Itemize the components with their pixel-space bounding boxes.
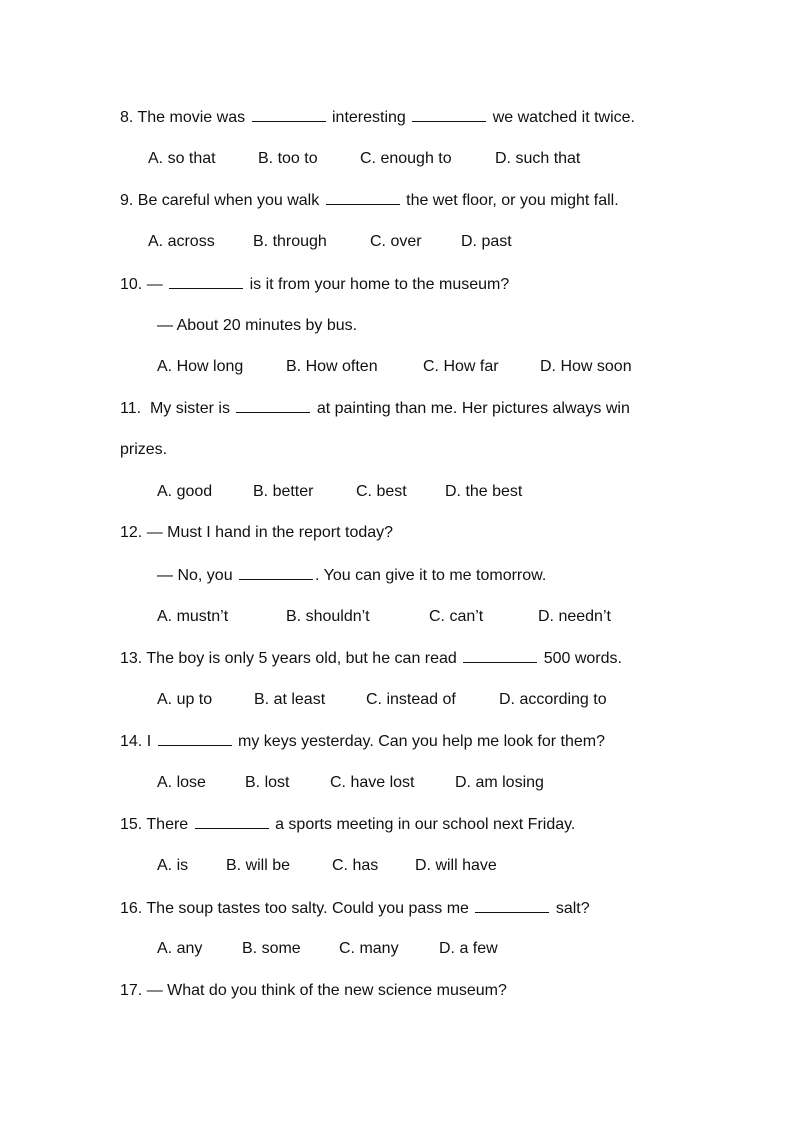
option-a[interactable]: A. How long xyxy=(157,358,244,375)
option-a[interactable]: A. any xyxy=(157,940,203,957)
option-b[interactable]: B. through xyxy=(253,233,327,250)
question-14-text: 14. I xyxy=(120,733,156,750)
question-9-text: 9. Be careful when you walk xyxy=(120,192,324,209)
question-12: 12. — Must I hand in the report today? xyxy=(120,524,394,541)
answer-blank xyxy=(475,897,549,913)
question-11-options xyxy=(157,481,522,503)
question-13-text: 13. The boy is only 5 years old, but he can read xyxy=(120,650,462,667)
question-11-text: 11. My sister is xyxy=(120,400,235,417)
option-c[interactable]: C. over xyxy=(370,233,422,250)
option-b[interactable]: B. shouldn’t xyxy=(286,608,370,625)
answer-blank xyxy=(158,730,232,746)
option-b[interactable]: B. lost xyxy=(245,774,290,791)
question-15-text: a sports meeting in our school next Friday. xyxy=(270,816,576,833)
question-10-options xyxy=(157,356,632,378)
question-15-options xyxy=(157,855,497,877)
option-b[interactable]: B. some xyxy=(242,940,301,957)
option-c[interactable]: C. instead of xyxy=(366,691,456,708)
question-8-text: 8. The movie was xyxy=(120,109,250,126)
option-a[interactable]: A. so that xyxy=(148,150,216,167)
option-a[interactable]: A. mustn’t xyxy=(157,608,229,625)
question-11-text: at painting than me. Her pictures always win xyxy=(312,400,630,417)
question-12-reply-text: — No, you xyxy=(157,567,238,584)
question-15 xyxy=(120,813,575,835)
question-12-options xyxy=(157,606,611,628)
answer-blank xyxy=(195,813,269,829)
question-13-options xyxy=(157,689,607,711)
question-14-options xyxy=(157,772,544,794)
option-d[interactable]: D. such that xyxy=(495,150,581,167)
option-b[interactable]: B. will be xyxy=(226,857,291,874)
option-c[interactable]: C. best xyxy=(356,483,407,500)
answer-blank xyxy=(326,189,400,205)
question-17: 17. — What do you think of the new science museum? xyxy=(120,982,507,999)
option-c[interactable]: C. has xyxy=(332,857,379,874)
option-d[interactable]: D. past xyxy=(461,233,512,250)
question-12-reply xyxy=(157,564,546,586)
question-11-continuation: prizes. xyxy=(120,441,168,458)
answer-blank xyxy=(239,564,313,580)
answer-blank xyxy=(412,106,486,122)
option-d[interactable]: D. needn’t xyxy=(538,608,611,625)
option-a[interactable]: A. is xyxy=(157,857,189,874)
question-9-options xyxy=(148,231,512,253)
option-c[interactable]: C. enough to xyxy=(360,150,452,167)
option-a[interactable]: A. lose xyxy=(157,774,206,791)
question-13 xyxy=(120,647,622,669)
option-c[interactable]: C. can’t xyxy=(429,608,484,625)
question-8-options xyxy=(148,148,580,170)
question-10-reply: — About 20 minutes by bus. xyxy=(157,317,358,334)
question-10-text: is it from your home to the museum? xyxy=(245,276,510,293)
question-12-reply-text: . You can give it to me tomorrow. xyxy=(315,567,547,584)
option-d[interactable]: D. How soon xyxy=(540,358,632,375)
answer-blank xyxy=(463,647,537,663)
question-16-text: salt? xyxy=(551,900,590,917)
option-b[interactable]: B. How often xyxy=(286,358,378,375)
option-c[interactable]: C. How far xyxy=(423,358,499,375)
option-d[interactable]: D. will have xyxy=(415,857,497,874)
question-8 xyxy=(120,106,635,128)
answer-blank xyxy=(236,397,310,413)
option-d[interactable]: D. a few xyxy=(439,940,498,957)
question-10-text: 10. — xyxy=(120,276,168,293)
question-9-text: the wet floor, or you might fall. xyxy=(401,192,619,209)
question-13-text: 500 words. xyxy=(539,650,622,667)
question-15-text: 15. There xyxy=(120,816,193,833)
question-14-text: my keys yesterday. Can you help me look for them? xyxy=(233,733,605,750)
answer-blank xyxy=(252,106,326,122)
option-d[interactable]: D. am losing xyxy=(455,774,544,791)
option-b[interactable]: B. better xyxy=(253,483,314,500)
option-b[interactable]: B. at least xyxy=(254,691,326,708)
question-16 xyxy=(120,897,590,919)
question-16-options xyxy=(157,938,498,960)
question-16-text: 16. The soup tastes too salty. Could you pass me xyxy=(120,900,474,917)
option-c[interactable]: C. have lost xyxy=(330,774,415,791)
question-9 xyxy=(120,189,619,211)
question-10 xyxy=(120,273,509,295)
question-14 xyxy=(120,730,605,752)
question-8-text: we watched it twice. xyxy=(488,109,635,126)
option-d[interactable]: D. the best xyxy=(445,483,523,500)
option-a[interactable]: A. across xyxy=(148,233,215,250)
option-d[interactable]: D. according to xyxy=(499,691,607,708)
answer-blank xyxy=(169,273,243,289)
option-c[interactable]: C. many xyxy=(339,940,399,957)
option-b[interactable]: B. too to xyxy=(258,150,318,167)
option-a[interactable]: A. good xyxy=(157,483,213,500)
question-8-text: interesting xyxy=(327,109,411,126)
question-11 xyxy=(120,397,630,419)
option-a[interactable]: A. up to xyxy=(157,691,213,708)
